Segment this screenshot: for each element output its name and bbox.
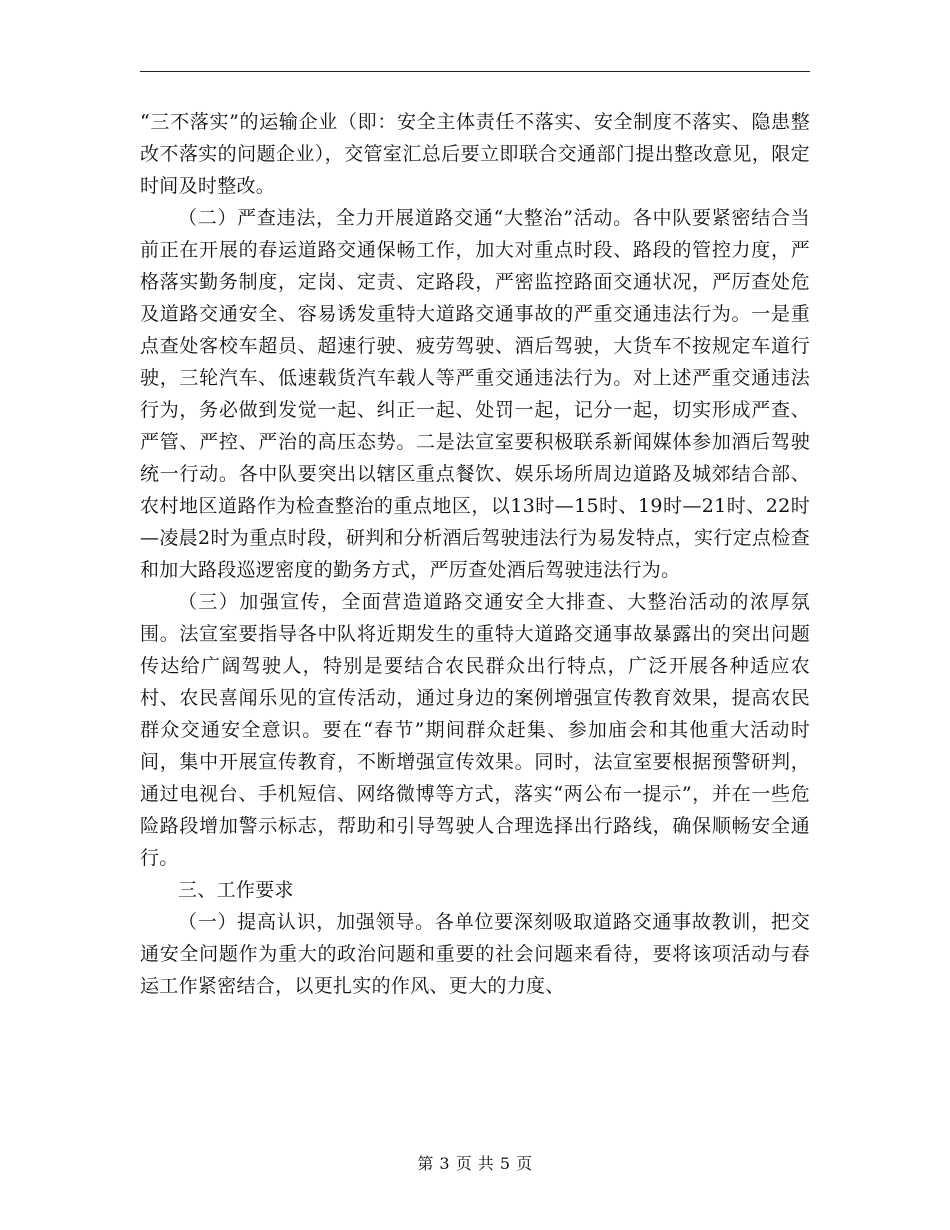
paragraph-requirement-1: （一）提高认识，加强领导。各单位要深刻吸取道路交通事故教训，把交通安全问题作为重大的政治问题和重要的社会问题来看待，要将该项活动与春运工作紧密结合，以更扎实的作风、更大的力度、: [140, 911, 810, 997]
paragraph-continuation: “三不落实”的运输企业（即：安全主体责任不落实、安全制度不落实、隐患整改不落实的问题企业），交管室汇总后要立即联合交通部门提出整改意见，限定时间及时整改。: [140, 111, 810, 197]
section-heading-work-requirements: 三、工作要求: [178, 879, 294, 901]
paragraph-section-3: （三）加强宣传，全面营造道路交通安全大排查、大整治活动的浓厚氛围。法宣室要指导各中队将近期发生的重特大道路交通事故暴露出的突出问题传达给广阔驾驶人，特别是要结合农民群众出行特点，广泛开展各种适应农村、农民喜闻乐见的宣传活动，通过身边的案例增强宣传教育效果，提高农民群众交通安全意识。要在“春节”期间群众赶集、参加庙会和其他重大活动时间，集中开展宣传教育，不断增强宣传效果。同时，法宣室要根据预警研判，通过电视台、手机短信、网络微博等方式，落实“两公布一提示”，并在一些危险路段增加警示标志，帮助和引导驾驶人合理选择出行路线，确保顺畅安全通行。: [140, 591, 810, 869]
page-number-footer: 第 3 页 共 5 页: [417, 1154, 533, 1173]
document-body: [140, 106, 810, 1002]
header-rule: [140, 71, 810, 72]
paragraph-section-2: （二）严查违法，全力开展道路交通“大整治”活动。各中队要紧密结合当前正在开展的春运道路交通保畅工作，加大对重点时段、路段的管控力度，严格落实勤务制度，定岗、定责、定路段，严密监控路面交通状况，严厉查处危及道路交通安全、容易诱发重特大道路交通事故的严重交通违法行为。一是重点查处客校车超员、超速行驶、疲劳驾驶、酒后驾驶，大货车不按规定车道行驶，三轮汽车、低速载货汽车载人等严重交通违法行为。对上述严重交通违法行为，务必做到发觉一起、纠正一起、处罚一起，记分一起，切实形成严查、严管、严控、严治的高压态势。二是法宣室要积极联系新闻媒体参加酒后驾驶统一行动。各中队要突出以辖区重点餐饮、娱乐场所周边道路及城郊结合部、农村地区道路作为检查整治的重点地区，以13时—15时、19时—21时、22时—凌晨2时为重点时段，研判和分析酒后驾驶违法行为易发特点，实行定点检查和加大路段巡逻密度的勤务方式，严厉查处酒后驾驶违法行为。: [140, 207, 810, 581]
